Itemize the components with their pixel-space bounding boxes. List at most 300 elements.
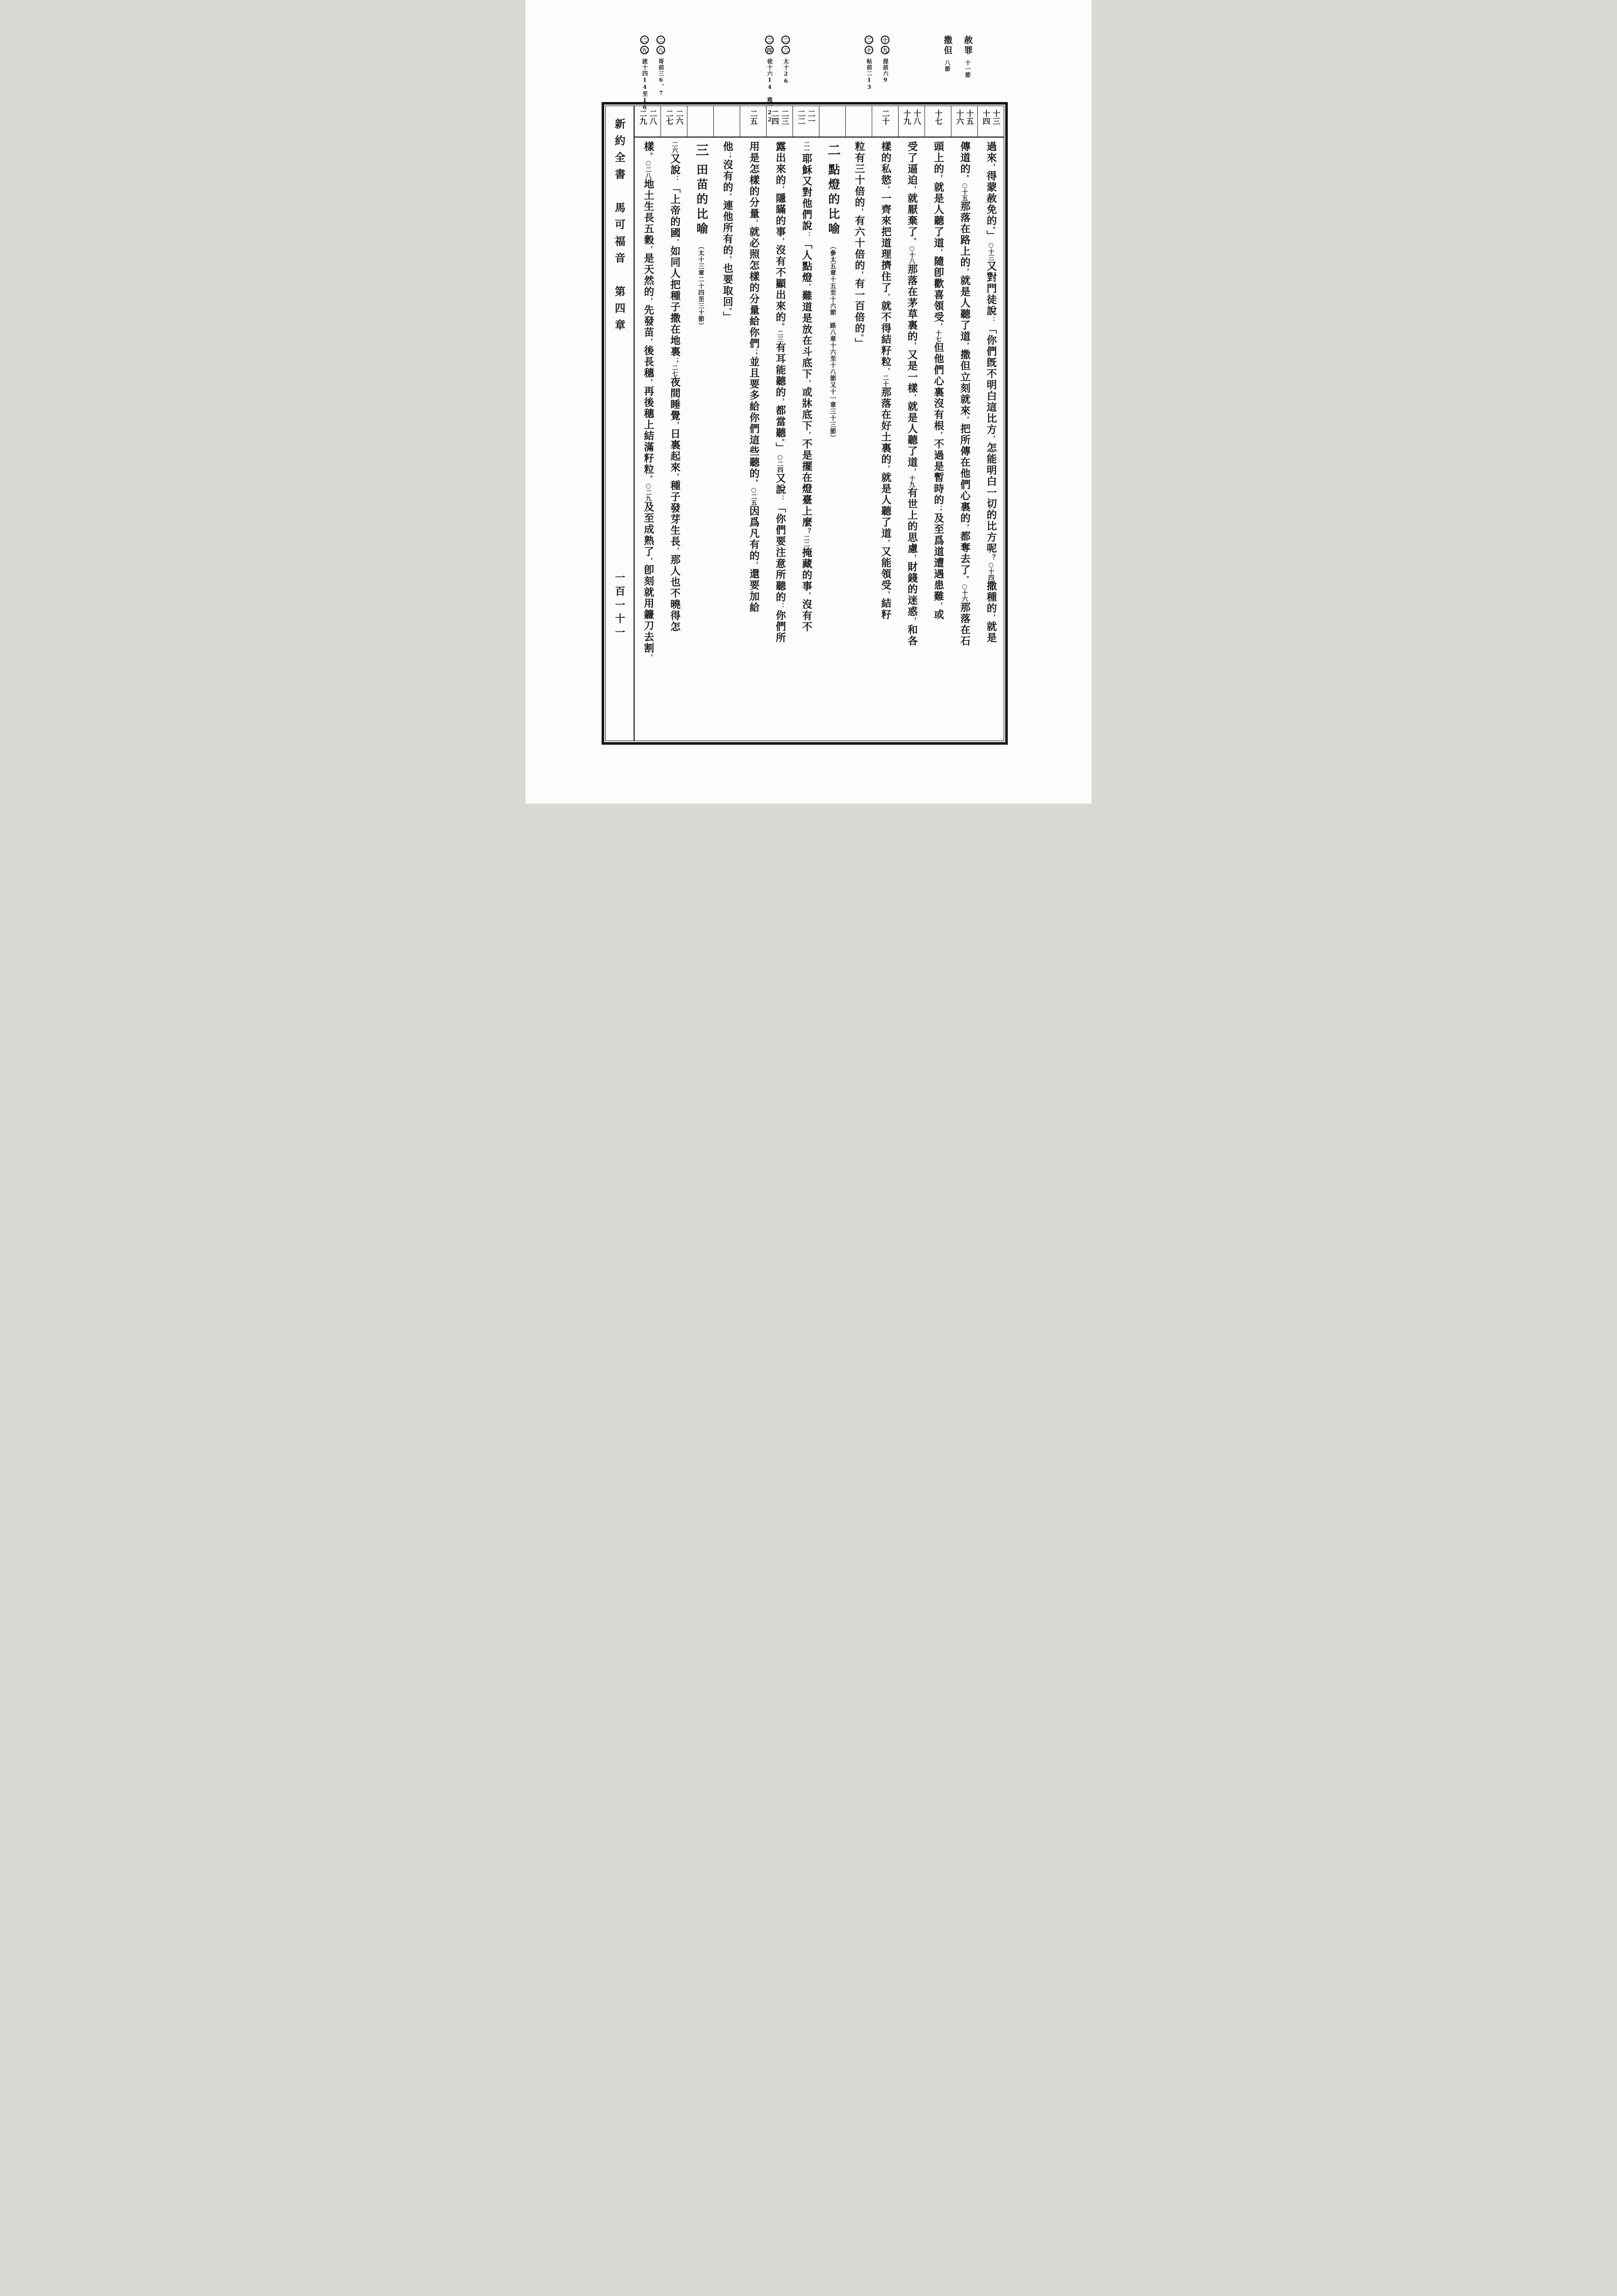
- body-text-char: 路: [959, 235, 971, 246]
- body-text-char: 長: [642, 212, 655, 223]
- body-text-char: 給: [747, 316, 760, 327]
- body-text-char: 不: [879, 312, 892, 323]
- verse-header-cell: [661, 106, 687, 137]
- body-text-char: 受: [879, 580, 892, 591]
- verse-number: 二八: [648, 110, 658, 125]
- body-text-char: 放: [800, 324, 813, 335]
- body-text-char: 掩: [800, 547, 813, 558]
- body-text-char: 是: [906, 412, 918, 423]
- body-text-char: 財: [906, 561, 918, 573]
- body-text-char: 人: [906, 423, 918, 435]
- body-text-char: ；: [723, 152, 732, 159]
- body-text-char: ，: [987, 614, 995, 621]
- body-text-char: 有: [932, 409, 945, 420]
- body-text-char: 的: [985, 509, 997, 521]
- body-text-char: 顯: [774, 278, 786, 289]
- body-text-char: 又: [879, 546, 892, 557]
- body-text-char: 百: [853, 301, 866, 312]
- body-text-char: ；: [750, 349, 758, 356]
- verse-header-numbers: [978, 106, 1004, 125]
- verse-header-cell: [687, 106, 713, 137]
- body-text-char: 落: [959, 613, 971, 624]
- body-text-char: ，: [671, 473, 679, 480]
- body-text-char: 五: [642, 223, 655, 235]
- body-text-char: 又: [774, 473, 786, 484]
- body-text-char: 有: [906, 487, 918, 498]
- body-text-char: 在: [668, 324, 681, 335]
- verse-number: 十三: [992, 110, 1001, 125]
- body-text-char: 沒: [721, 159, 734, 171]
- body-text-char: 了: [959, 564, 971, 576]
- body-text-char: 上: [642, 419, 655, 430]
- body-text-char: ，: [882, 293, 890, 301]
- body-text-char: 的: [774, 591, 786, 603]
- body-text-char: 就: [906, 193, 918, 204]
- verse-marker: 二七: [671, 364, 678, 377]
- body-text-char: 的: [959, 163, 971, 175]
- body-text-char: 來: [959, 405, 971, 416]
- circled-verse-number: 二: [656, 36, 665, 44]
- text-column: [977, 138, 1004, 741]
- body-text-char: 道: [800, 302, 813, 313]
- body-text-char: 後: [642, 345, 655, 356]
- body-text-char: 種: [668, 480, 681, 491]
- body-text-char: 一: [879, 193, 892, 204]
- body-text-char: 對: [800, 187, 813, 198]
- body-text-char: 是: [932, 193, 945, 204]
- body-text-char: 暫: [932, 472, 945, 483]
- body-text-char: 石: [959, 636, 971, 647]
- body-text-char: 有: [747, 539, 760, 550]
- verse-header-cell: [793, 106, 819, 137]
- margin-note-column: [865, 36, 873, 91]
- body-text-char: ，: [750, 219, 758, 226]
- body-text-char: 取: [721, 285, 734, 296]
- body-text-char: 說: [668, 164, 681, 176]
- body-text-char: 心: [932, 376, 945, 387]
- body-text-char: 卽: [642, 564, 655, 576]
- body-text-char: 底: [800, 357, 813, 369]
- body-text-char: 沒: [774, 245, 786, 256]
- body-text-char: 因: [747, 506, 760, 517]
- text-column: [740, 138, 767, 741]
- body-text-char: 所: [774, 632, 786, 644]
- text-column: [714, 138, 740, 741]
- section-reference: （參太五章十五至十六節 路八章十六至十八節又十一章三十三節）: [829, 243, 837, 441]
- body-text-char: 是: [800, 313, 813, 324]
- body-text-char: 人: [800, 250, 813, 261]
- body-text-char: 道: [906, 457, 918, 468]
- body-text-char: ，: [803, 592, 811, 599]
- body-text-char: 怎: [747, 163, 760, 175]
- body-text-char: 樣: [879, 141, 892, 152]
- body-text-char: 是: [906, 360, 918, 372]
- body-text-char: 的: [642, 286, 655, 297]
- body-text-char: 。: [645, 152, 653, 159]
- body-text-char: 的: [774, 175, 786, 186]
- body-text-char: ，: [645, 297, 653, 305]
- body-text-char: 聽: [879, 506, 892, 517]
- body-text-char: 了: [906, 152, 918, 163]
- body-text-char: 就: [879, 472, 892, 483]
- body-text-char: 就: [985, 621, 997, 633]
- verse-number: 二一: [807, 110, 816, 125]
- body-text-char: 地: [668, 335, 681, 346]
- body-text-char: 臺: [800, 494, 813, 506]
- verse-marker: 二一: [803, 141, 810, 153]
- body-text-char: 棄: [906, 215, 918, 226]
- body-text-char: 道: [932, 546, 945, 557]
- body-text-char: 頭: [932, 141, 945, 152]
- body-text-char: 子: [668, 302, 681, 313]
- body-text-char: ，: [882, 186, 890, 193]
- verse-number: 二五: [749, 110, 758, 125]
- body-text-char: 六: [853, 226, 866, 238]
- body-text-char: 旣: [985, 357, 997, 369]
- body-text-char: 去: [642, 631, 655, 643]
- body-text-char: 那: [959, 201, 971, 212]
- body-text-char: 卽: [932, 267, 945, 278]
- body-text-char: 回: [721, 296, 734, 308]
- body-text-char: 樣: [906, 383, 918, 394]
- verse-number: 二六: [675, 110, 684, 125]
- body-text-char: 「: [800, 239, 813, 250]
- body-text-char: 在: [800, 472, 813, 483]
- circled-verse-number: 九: [640, 46, 649, 54]
- body-text-char: ，: [645, 338, 653, 345]
- body-text-char: 熟: [642, 535, 655, 546]
- verse-number: 十九: [902, 110, 912, 125]
- body-text-char: 去: [959, 553, 971, 564]
- body-text-char: 至: [932, 524, 945, 535]
- body-text-char: 們: [747, 338, 760, 349]
- body-text-char: 你: [747, 327, 760, 338]
- body-text-char: 籽: [879, 345, 892, 356]
- body-text-char: 人: [932, 204, 945, 215]
- body-text-char: 裏: [668, 440, 681, 451]
- verse-marker: 二十: [882, 375, 889, 387]
- body-text-char: 呢: [985, 543, 997, 554]
- body-text-char: 聽: [906, 435, 918, 446]
- section-title: 點燈的比喻: [826, 163, 840, 237]
- body-text-char: ？: [987, 554, 995, 561]
- body-text-char: 「: [985, 323, 997, 335]
- body-text-char: 苗: [642, 327, 655, 338]
- body-text-char: 的: [774, 387, 786, 398]
- body-text-char: ，: [645, 654, 653, 661]
- body-text-char: 把: [668, 279, 681, 290]
- body-text-char: 的: [879, 454, 892, 465]
- body-text-char: 地: [642, 179, 655, 190]
- verse-marker: ○二五: [750, 486, 757, 506]
- body-text-char: 土: [879, 431, 892, 443]
- body-text-char: 。: [645, 475, 653, 482]
- body-text-char: ，: [961, 268, 969, 275]
- body-text-char: 迫: [906, 175, 918, 186]
- body-text-char: 落: [906, 275, 918, 286]
- margin-note-group: [941, 36, 974, 78]
- body-text-char: 的: [985, 603, 997, 614]
- body-text-char: 。: [723, 308, 732, 312]
- margin-note-column: [961, 36, 974, 78]
- body-text-char: 穀: [642, 235, 655, 246]
- section-number: 二: [825, 143, 841, 156]
- body-text-char: 白: [985, 476, 997, 487]
- body-text-char: ，: [803, 380, 811, 387]
- verse-number: 十五: [965, 110, 975, 125]
- body-text-char: 聽: [774, 376, 786, 387]
- body-text-char: 點: [800, 261, 813, 272]
- body-text-char: ，: [882, 368, 890, 375]
- body-text-char: 長: [668, 536, 681, 547]
- body-text-char: 的: [985, 215, 997, 226]
- body-text-char: 就: [932, 182, 945, 193]
- body-text-char: 在: [959, 457, 971, 468]
- body-text-char: 的: [800, 570, 813, 581]
- body-text-char: ？: [803, 528, 811, 535]
- verse-marker: 二二: [803, 535, 810, 547]
- verse-number: 二二: [797, 110, 806, 125]
- body-text-char: 領: [932, 301, 945, 312]
- body-text-char: ，: [855, 271, 864, 278]
- body-text-char: 的: [774, 215, 786, 226]
- margin-note-reference: 啟十四14至16: [641, 58, 648, 111]
- body-text-char: 把: [879, 226, 892, 238]
- body-text-char: 隱: [774, 193, 786, 204]
- body-text-char: 發: [668, 503, 681, 514]
- body-text-char: 刻: [642, 576, 655, 587]
- body-text-char: 要: [721, 274, 734, 285]
- body-text-char: 說: [800, 220, 813, 231]
- sidebar-title-column: [606, 106, 635, 741]
- body-text-char: 比: [985, 413, 997, 424]
- body-text-char: 燈: [800, 483, 813, 494]
- body-text-char: 量: [747, 305, 760, 316]
- body-text-char: 是: [879, 483, 892, 494]
- book-title: 新約全書 馬可福音 第四章: [613, 118, 626, 336]
- verse-header-numbers: [714, 106, 740, 110]
- body-text-char: 得: [985, 171, 997, 182]
- body-text-char: 的: [906, 521, 918, 532]
- body-text-char: ，: [961, 342, 969, 349]
- margin-note-reference: 徒十六14 雅一22: [766, 58, 773, 123]
- body-text-char: 道: [879, 528, 892, 539]
- circled-verse-number: 十: [865, 46, 873, 54]
- circled-verse-number: 九: [881, 46, 889, 54]
- body-text-char: 不: [985, 368, 997, 380]
- body-text-char: 樣: [642, 141, 655, 152]
- body-text-char: 對: [985, 272, 997, 283]
- body-text-char: 睡: [668, 399, 681, 410]
- body-text-char: 出: [774, 289, 786, 301]
- body-text-char: 又: [906, 349, 918, 360]
- verse-header-numbers: [872, 106, 898, 125]
- body-text-char: 給: [747, 401, 760, 412]
- body-text-char: 有: [774, 256, 786, 267]
- body-text-char: 覺: [668, 410, 681, 421]
- body-text-char: 明: [985, 379, 997, 391]
- body-text-char: 割: [642, 643, 655, 654]
- body-text-char: 長: [642, 356, 655, 368]
- verse-number: 二三: [780, 110, 790, 125]
- body-text-char: 擠: [879, 260, 892, 271]
- body-text-char: 不: [774, 267, 786, 278]
- body-text-char: 他: [721, 211, 734, 222]
- body-text-char: 奪: [959, 542, 971, 553]
- body-text-char: ，: [776, 238, 784, 245]
- body-text-grid: [635, 138, 1004, 741]
- body-text-char: 結: [642, 430, 655, 442]
- verse-marker: 十九: [908, 475, 916, 487]
- body-text-char: 慮: [906, 543, 918, 554]
- body-text-char: 好: [879, 420, 892, 431]
- body-text-char: 連: [721, 200, 734, 211]
- page-number: 一百一十一: [613, 572, 625, 641]
- body-text-char: 是: [747, 152, 760, 163]
- body-text-char: 道: [879, 238, 892, 249]
- margin-note-reference: 帖前二13: [866, 58, 873, 91]
- body-text-char: 上: [906, 510, 918, 521]
- body-text-char: 這: [747, 435, 760, 446]
- body-text-char: 擺: [800, 461, 813, 472]
- body-text-char: ，: [803, 283, 811, 290]
- body-text-char: 在: [959, 624, 971, 636]
- body-text-char: 。: [908, 238, 916, 245]
- body-text-char: 至: [642, 513, 655, 524]
- body-text-char: 迷: [906, 595, 918, 606]
- body-text-char: 倍: [853, 186, 866, 197]
- body-text-char: ：: [776, 495, 784, 503]
- body-text-char: 了: [879, 282, 892, 293]
- body-text-char: 芽: [668, 514, 681, 525]
- body-text-char: 粒: [879, 356, 892, 368]
- body-text-char: 牀: [800, 398, 813, 409]
- text-column: [767, 138, 793, 741]
- verse-header-numbers: [740, 106, 766, 125]
- verse-marker: ○二八: [645, 159, 652, 179]
- verse-number: 二四: [770, 110, 780, 125]
- body-text-char: ，: [645, 379, 653, 386]
- body-text-char: ，: [671, 239, 679, 246]
- verse-header-cell: [766, 106, 793, 137]
- margin-note-reference: 十一節: [964, 60, 971, 78]
- body-text-char: ，: [855, 208, 864, 215]
- body-text-char: 來: [774, 163, 786, 175]
- body-text-char: 。: [855, 334, 864, 338]
- body-text-char: ，: [776, 398, 784, 405]
- body-text-char: 私: [879, 163, 892, 175]
- body-text-char: ，: [987, 435, 995, 443]
- body-text-char: 的: [853, 323, 866, 334]
- body-text-char: 受: [932, 312, 945, 323]
- body-text-char: 所: [721, 222, 734, 234]
- body-text-char: 的: [932, 494, 945, 506]
- body-text-char: 聽: [774, 427, 786, 439]
- body-text-char: ，: [935, 323, 943, 330]
- body-text-char: ，: [987, 163, 995, 171]
- verse-marker: ○二九: [645, 482, 652, 502]
- body-text-char: 帝: [668, 205, 681, 216]
- body-text-char: ，: [671, 421, 679, 428]
- body-text-char: 難: [800, 290, 813, 302]
- body-text-char: 患: [932, 580, 945, 591]
- body-text-char: 明: [985, 464, 997, 476]
- body-text-char: 茅: [906, 297, 918, 309]
- body-text-char: 的: [853, 260, 866, 271]
- body-text-char: 滿: [642, 442, 655, 453]
- body-text-char: ，: [776, 186, 784, 193]
- body-text-char: ，: [882, 465, 890, 472]
- body-text-char: 的: [747, 282, 760, 293]
- text-column: [661, 138, 687, 741]
- body-text-char: 赦: [985, 193, 997, 204]
- body-text-char: 瞞: [774, 204, 786, 215]
- verse-number: 十四: [981, 110, 991, 125]
- body-text-char: ，: [645, 557, 653, 564]
- body-text-char: 的: [721, 182, 734, 193]
- body-text-char: 加: [747, 591, 760, 602]
- circled-verse-number: 十: [881, 36, 889, 44]
- body-text-char: 是: [800, 450, 813, 461]
- body-text-char: 分: [747, 293, 760, 305]
- body-text-char: 」: [774, 442, 786, 454]
- body-text-char: 天: [642, 264, 655, 275]
- body-text-char: 「: [668, 183, 681, 194]
- body-text-char: 的: [906, 584, 918, 595]
- body-text-char: ，: [935, 431, 943, 439]
- body-text-char: 一: [985, 487, 997, 498]
- body-text-char: 慾: [879, 175, 892, 186]
- body-text-char: ，: [961, 524, 969, 531]
- body-text-char: 不: [800, 621, 813, 633]
- body-text-char: 子: [668, 491, 681, 503]
- verse-header-cell: [977, 106, 1004, 137]
- body-text-char: 曉: [668, 599, 681, 610]
- body-text-char: 用: [747, 141, 760, 152]
- body-text-char: 時: [932, 483, 945, 494]
- body-text-char: 籽: [642, 453, 655, 464]
- body-text-char: 結: [879, 598, 892, 609]
- body-text-char: 徒: [985, 294, 997, 306]
- body-text-char: 倍: [853, 249, 866, 260]
- body-text-char: 得: [668, 610, 681, 621]
- body-text-char: 事: [774, 226, 786, 238]
- body-text-char: ，: [935, 249, 943, 256]
- body-text-char: 有: [800, 610, 813, 621]
- body-text-char: 生: [642, 201, 655, 212]
- body-text-char: 人: [668, 565, 681, 577]
- body-text-char: 齊: [879, 204, 892, 215]
- body-text-char: 三: [853, 163, 866, 175]
- body-text-char: 也: [668, 577, 681, 588]
- body-text-char: 下: [800, 420, 813, 431]
- body-text-char: ：: [987, 316, 995, 324]
- verse-header-numbers: [899, 106, 925, 125]
- margin-note-column: [941, 36, 953, 78]
- body-text-char: 和: [906, 624, 918, 636]
- body-text-char: 又: [668, 153, 681, 164]
- verse-marker: ○二四: [776, 453, 784, 473]
- margin-note-reference: 提前六9: [882, 58, 889, 84]
- body-text-char: 在: [800, 335, 813, 346]
- verse-marker: 二六: [671, 141, 678, 153]
- body-text-char: 能: [985, 453, 997, 465]
- body-text-char: 必: [747, 238, 760, 249]
- body-text-char: 逼: [906, 163, 918, 175]
- body-text-char: 的: [959, 257, 971, 268]
- body-text-char: 是: [932, 461, 945, 472]
- body-text-char: 惑: [906, 606, 918, 617]
